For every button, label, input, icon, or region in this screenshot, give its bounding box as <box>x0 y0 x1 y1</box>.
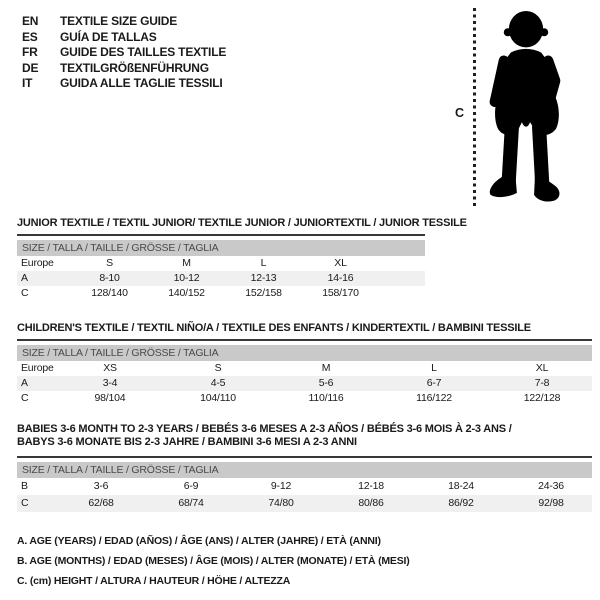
size-table-header: SIZE / TALLA / TAILLE / GRÖSSE / TAGLIA <box>17 345 592 361</box>
row-label: A <box>21 377 28 389</box>
size-value-cell: 7-8 <box>534 377 550 389</box>
size-value-cell: 122/128 <box>523 392 561 404</box>
height-measure-label: C <box>455 106 464 120</box>
language-code: DE <box>22 60 39 75</box>
size-value-cell: L <box>260 257 267 269</box>
size-value-cell: 10-12 <box>173 272 200 284</box>
row-label: C <box>21 287 29 299</box>
language-row <box>22 61 226 77</box>
size-value-cell: 6-7 <box>426 377 442 389</box>
language-row <box>22 76 226 92</box>
size-value-cell: 140/152 <box>168 287 205 299</box>
table-row <box>17 256 425 271</box>
size-value-cell: 110/116 <box>308 392 344 404</box>
language-row <box>22 14 226 30</box>
guide-title: TEXTILGRÖßENFÜHRUNG <box>60 60 209 75</box>
size-value-cell: M <box>321 362 331 374</box>
language-code: FR <box>22 45 38 59</box>
size-value-cell: 3-4 <box>102 377 118 389</box>
row-label: C <box>21 392 29 404</box>
row-label: Europe <box>21 257 54 269</box>
size-value-cell: 14-16 <box>327 272 354 284</box>
size-value-cell: 92/98 <box>538 497 564 509</box>
size-value-cell: 158/170 <box>322 287 359 299</box>
size-value-cell: 74/80 <box>268 497 294 509</box>
table-row <box>17 376 592 391</box>
size-value-cell: 8-10 <box>99 272 120 284</box>
size-value-cell: 98/104 <box>94 392 126 404</box>
size-table <box>17 456 592 512</box>
section-title-line: JUNIOR TEXTILE / TEXTIL JUNIOR/ TEXTILE JUNIOR / JUNIORTEXTIL / JUNIOR TESSILE <box>17 217 467 229</box>
size-value-cell: S <box>214 362 222 374</box>
measurement-notes <box>17 531 410 591</box>
size-value-cell: 5-6 <box>318 377 334 389</box>
size-value-cell: 12-18 <box>358 480 384 492</box>
size-value-cell: 24-36 <box>538 480 564 492</box>
table-row <box>17 361 592 376</box>
size-value-cell: 3-6 <box>93 480 109 492</box>
section-title-line: BABYS 3-6 MONATE BIS 2-3 JAHRE / BAMBINI 3-6 MESI A 2-3 ANNI <box>17 436 357 448</box>
table-row <box>17 271 425 286</box>
size-table <box>17 339 592 406</box>
table-row <box>17 286 425 301</box>
section-title-line: CHILDREN'S TEXTILE / TEXTIL NIÑO/A / TEXTILE DES ENFANTS / KINDERTEXTIL / BAMBINI TESSILE <box>17 322 531 334</box>
row-label: C <box>21 497 29 509</box>
size-value-cell: L <box>431 362 437 374</box>
size-value-cell: 104/110 <box>200 392 236 404</box>
language-code: IT <box>22 76 33 90</box>
section-title-line: BABIES 3-6 MONTH TO 2-3 YEARS / BEBÉS 3-6 MESES A 2-3 AÑOS / BÉBÉS 3-6 MOIS À 2-3 ANS / <box>17 423 512 435</box>
toddler-silhouette-image <box>480 8 574 208</box>
size-value-cell: 80/86 <box>358 497 384 509</box>
size-value-cell: 86/92 <box>448 497 474 509</box>
height-measure-dashed-line <box>473 8 476 209</box>
section-title <box>17 217 467 230</box>
guide-title: TEXTILE SIZE GUIDE <box>60 14 178 28</box>
size-table-header: SIZE / TALLA / TAILLE / GRÖSSE / TAGLIA <box>17 240 425 256</box>
size-value-cell: 62/68 <box>88 497 114 509</box>
row-label: A <box>21 272 28 284</box>
measurement-note: C. (cm) HEIGHT / ALTURA / HAUTEUR / HÖHE / ALTEZZA <box>17 575 291 587</box>
size-table-header: SIZE / TALLA / TAILLE / GRÖSSE / TAGLIA <box>17 462 592 478</box>
size-value-cell: XL <box>334 257 347 269</box>
size-value-cell: 9-12 <box>270 480 292 492</box>
size-value-cell: 18-24 <box>448 480 474 492</box>
size-value-cell: XL <box>535 362 549 374</box>
language-row <box>22 30 226 46</box>
row-label: Europe <box>21 362 54 374</box>
size-value-cell: 68/74 <box>178 497 204 509</box>
guide-title: GUIDE DES TAILLES TEXTILE <box>60 45 227 59</box>
table-row <box>17 391 592 406</box>
language-row <box>22 45 226 61</box>
measurement-note: B. AGE (MONTHS) / EDAD (MESES) / ÂGE (MOIS) / ALTER (MONATE) / ETÀ (MESI) <box>17 555 410 567</box>
size-value-cell: 6-9 <box>183 480 199 492</box>
size-value-cell: 116/122 <box>416 392 452 404</box>
guide-title: GUÍA DE TALLAS <box>60 29 157 44</box>
size-value-cell: M <box>182 257 191 269</box>
size-value-cell: 12-13 <box>250 272 277 284</box>
size-value-cell: 152/158 <box>245 287 282 299</box>
row-label: B <box>21 480 28 492</box>
section-title <box>17 322 531 335</box>
table-row <box>17 495 592 512</box>
size-value-cell: XS <box>103 362 117 374</box>
size-value-cell: 128/140 <box>91 287 128 299</box>
language-title-list <box>22 14 226 92</box>
language-code: EN <box>22 14 39 28</box>
size-table <box>17 234 425 301</box>
section-title <box>17 423 512 449</box>
guide-title: GUIDA ALLE TAGLIE TESSILI <box>60 76 223 90</box>
size-value-cell: S <box>106 257 113 269</box>
language-code: ES <box>22 29 38 44</box>
table-row <box>17 478 592 495</box>
measurement-note: A. AGE (YEARS) / EDAD (AÑOS) / ÂGE (ANS) / ALTER (JAHRE) / ETÀ (ANNI) <box>17 535 381 547</box>
size-value-cell: 4-5 <box>210 377 226 389</box>
